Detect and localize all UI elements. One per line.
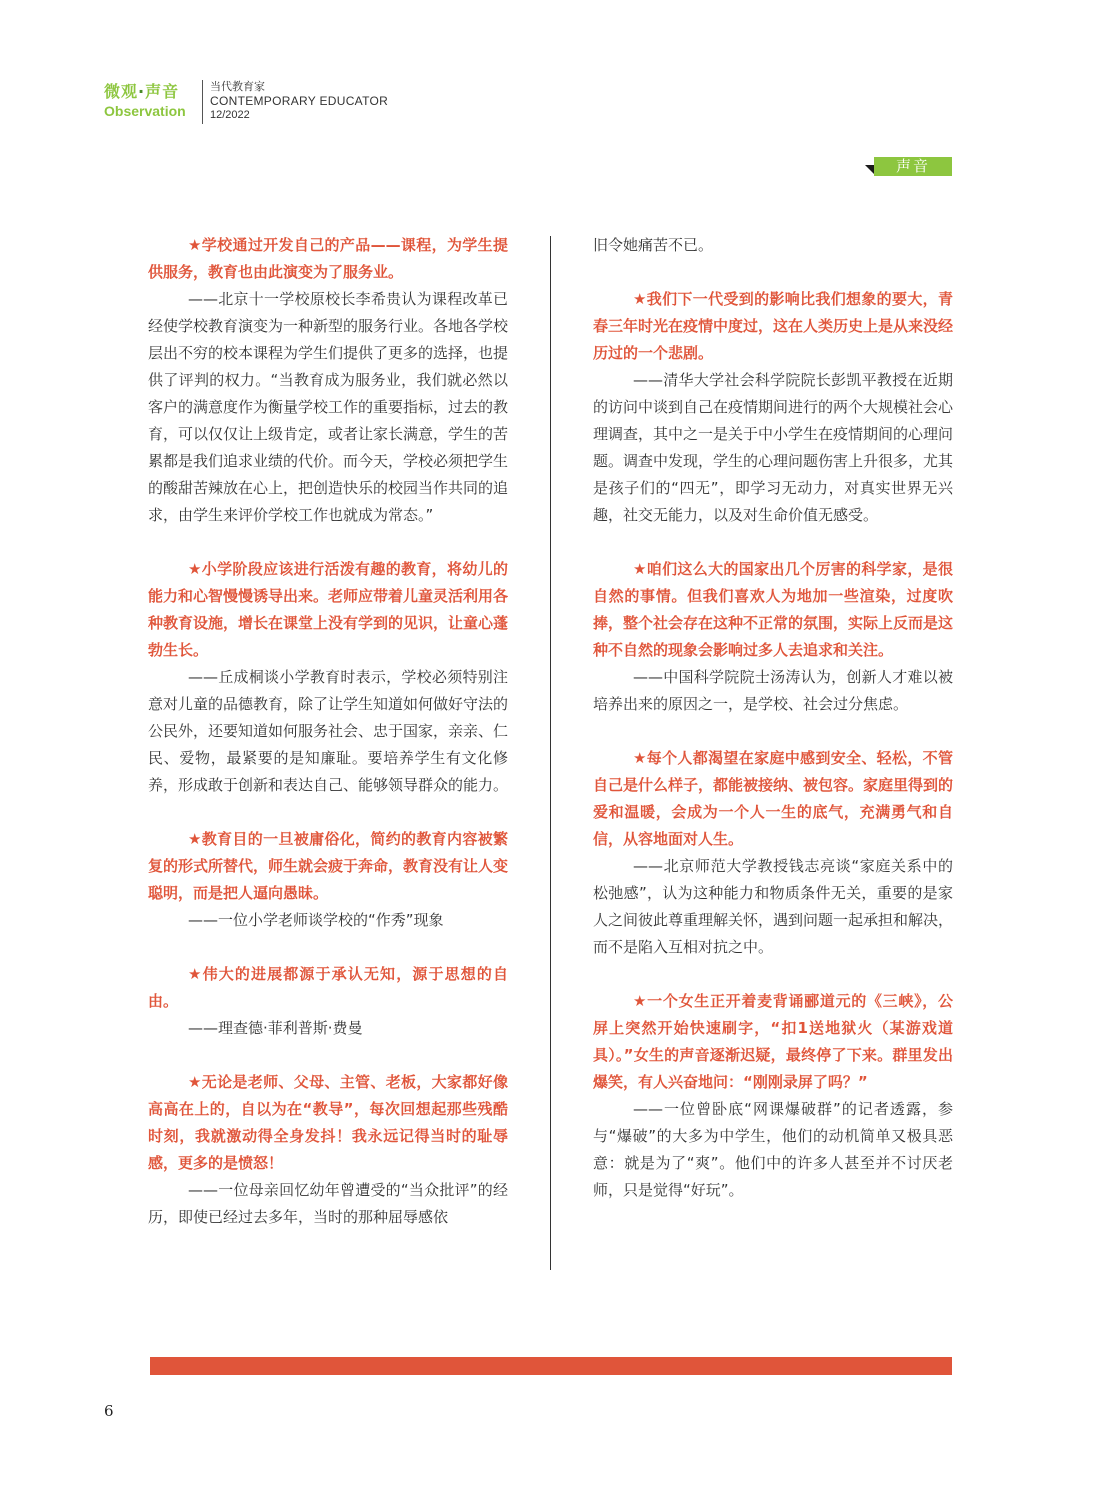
source-1: ——北京十一学校原校长李希贵认为课程改革已经使学校教育演变为一种新型的服务行业。各地各学校层出不穷的校本课程为学生们提供了更多的选择，也提供了评判的权力。“当教育成为服务业，我们就必然以客户的满意度作为衡量学校工作的重要指标，过去的教育，可以仅仅让上级肯定，或者让家长满意，学生的苦累都是我们追求业绩的代价。而今天，学校必须把学生的酸甜苦辣放在心上，把创造快乐的校园当作共同的追求，由学生来评价学校工作也就成为常态。” xyxy=(148,290,509,524)
source-5: ——一位母亲回忆幼年曾遭受的“当众批评”的经历，即使已经过去多年，当时的那种屈辱感依 xyxy=(148,1181,508,1226)
quote-6: ★我们下一代受到的影响比我们想象的要大，青春三年时光在疫情中度过，这在人类历史上是从来没经历过的一个悲剧。 xyxy=(593,290,954,362)
right-column xyxy=(593,232,953,1204)
magazine-name-en: CONTEMPORARY EDUCATOR xyxy=(210,94,389,108)
source-4: ——理查德·菲利普斯·费曼 xyxy=(188,1019,363,1037)
source-8: ——北京师范大学教授钱志亮谈“家庭关系中的松弛感”，认为这种能力和物质条件无关，重要的是家人之间彼此尊重理解关怀，遇到问题一起承担和解决，而不是陷入互相对抗之中。 xyxy=(593,857,954,956)
source-5-continued: 旧令她痛苦不已。 xyxy=(593,236,714,254)
quote-9: ★一个女生正开着麦背诵郦道元的《三峡》，公屏上突然开始快速刷字，“扣1送地狱火（某游戏道具）。”女生的声音逐渐迟疑，最终停了下来。群里发出爆笑，有人兴奋地问：“刚刚录屏了吗？” xyxy=(593,992,953,1091)
column-name-en: Observation xyxy=(104,103,186,119)
quote-8: ★每个人都渴望在家庭中感到安全、轻松，不管自己是什么样子，都能被接纳、被包容。家庭里得到的爱和温暖，会成为一个人一生的底气，充满勇气和自信，从容地面对人生。 xyxy=(593,749,954,848)
source-2: ——丘成桐谈小学教育时表示，学校必须特别注意对儿童的品德教育，除了让学生知道如何做好守法的公民外，还要知道如何服务社会、忠于国家，亲亲、仁民、爱物，最紧要的是知廉耻。要培养学生有文化修养，形成敢于创新和表达自己、能够领导群众的能力。 xyxy=(148,668,509,794)
column-brand xyxy=(104,82,186,120)
quote-7: ★咱们这么大的国家出几个厉害的科学家，是很自然的事情。但我们喜欢人为地加一些渲染，过度吹捧，整个社会存在这种不正常的氛围，实际上反而是这种不自然的现象会影响过多人去追求和关注。 xyxy=(593,560,954,659)
section-tag-marker xyxy=(865,165,874,174)
quote-2: ★小学阶段应该进行活泼有趣的教育，将幼儿的能力和心智慢慢诱导出来。老师应带着儿童灵活利用各种教育设施，增长在课堂上没有学到的见识，让童心蓬勃生长。 xyxy=(148,560,509,659)
page-number: 6 xyxy=(104,1402,114,1420)
footer-bar xyxy=(150,1357,952,1375)
left-column xyxy=(148,232,508,1231)
magazine-name-cn: 当代教育家 xyxy=(210,81,265,93)
source-9: ——一位曾卧底“网课爆破群”的记者透露，参与“爆破”的大多为中学生，他们的动机简单又极具恶意：就是为了“爽”。他们中的许多人甚至并不讨厌老师，只是觉得“好玩”。 xyxy=(593,1100,953,1199)
quote-4: ★伟大的进展都源于承认无知，源于思想的自由。 xyxy=(148,965,508,1010)
column-name-cn: 微观·声音 xyxy=(104,82,180,101)
source-6: ——清华大学社会科学院院长彭凯平教授在近期的访问中谈到自己在疫情期间进行的两个大规模社会心理调查，其中之一是关于中小学生在疫情期间的心理问题。调查中发现，学生的心理问题伤害上升很多，尤其是孩子们的“四无”，即学习无动力，对真实世界无兴趣，社交无能力，以及对生命价值无感受。 xyxy=(593,371,954,524)
header-divider xyxy=(202,80,203,124)
magazine-info xyxy=(210,80,388,122)
source-3: ——一位小学老师谈学校的“作秀”现象 xyxy=(188,911,444,929)
page-header xyxy=(104,80,404,126)
source-7: ——中国科学院院士汤涛认为，创新人才难以被培养出来的原因之一，是学校、社会过分焦虑。 xyxy=(593,668,953,713)
column-divider xyxy=(550,236,551,1270)
issue-number: 12/2022 xyxy=(210,109,250,121)
quote-1: ★学校通过开发自己的产品——课程，为学生提供服务，教育也由此演变为了服务业。 xyxy=(148,236,508,281)
section-tag: 声音 xyxy=(874,157,952,176)
quote-3: ★教育目的一旦被庸俗化，简约的教育内容被繁复的形式所替代，师生就会疲于奔命，教育没有让人变聪明，而是把人逼向愚昧。 xyxy=(148,830,509,902)
quote-5: ★无论是老师、父母、主管、老板，大家都好像高高在上的，自以为在“教导”，每次回想起那些残酷时刻，我就激动得全身发抖！我永远记得当时的耻辱感，更多的是愤怒！ xyxy=(148,1073,508,1172)
